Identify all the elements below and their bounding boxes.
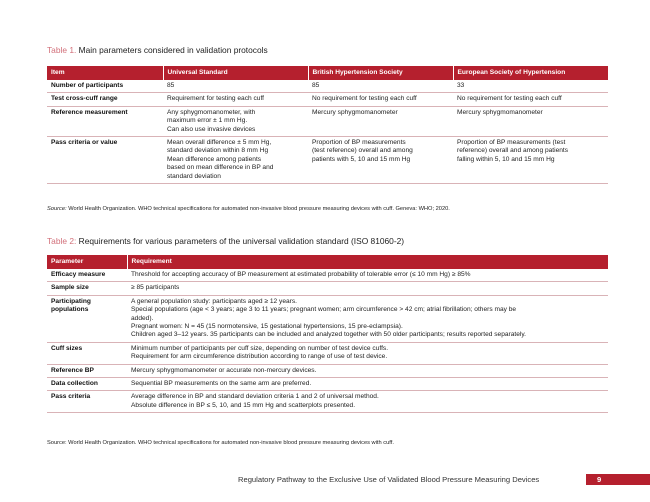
- table1-header-bhs: British Hypertension Society: [308, 66, 453, 80]
- table2-row: [47, 391, 608, 413]
- table1-row: [47, 137, 608, 184]
- table2-requirement-cell: [127, 282, 608, 295]
- cell-line: Mean overall difference ± 5 mm Hg,: [167, 139, 272, 147]
- table2-requirement-cell: [127, 295, 608, 342]
- cell-line: standard deviation within 8 mm Hg: [167, 147, 269, 155]
- table1-header-esh: European Society of Hypertension: [453, 66, 608, 80]
- cell-line: based on mean difference in BP and: [167, 164, 274, 172]
- table2-row: [47, 282, 608, 295]
- cell-line: 33: [457, 82, 465, 89]
- table1-cell: [163, 93, 308, 106]
- table1-source-label: Source:: [47, 206, 67, 212]
- footer-title: Regulatory Pathway to the Exclusive Use of Validated Blood Pressure Measuring Devices: [238, 475, 540, 484]
- table1-item-cell: Number of participants: [47, 80, 163, 93]
- cell-line: Any sphygmomanometer, with: [167, 108, 256, 116]
- cell-line: No requirement for testing each cuff: [312, 95, 417, 103]
- cell-line: Threshold for accepting accuracy of BP measurement at estimated probability of tolerable error (≤ 10 mm Hg) ≥ 85%: [131, 271, 471, 278]
- table2-header-row: [47, 255, 608, 269]
- cell-line: Special populations (age < 3 years; age 3 to 11 years; pregnant women; arm circumference > 42 cm; atrial fibrillation; others may be: [131, 306, 517, 314]
- cell-line: Pregnant women: N = 45 (15 normotensive, 15 gestational hypertensions, 15 pre-eclampsia).: [131, 323, 403, 331]
- table2-row: [47, 295, 608, 342]
- table2-parameter-cell: [47, 364, 127, 377]
- cell-line: Reference BP: [51, 366, 94, 374]
- table2-header-parameter: Parameter: [47, 255, 127, 269]
- table2-requirement-cell: [127, 364, 608, 377]
- table2-requirement-cell: [127, 269, 608, 282]
- table2-requirement-cell: [127, 391, 608, 413]
- table1-header-universal: Universal Standard: [163, 66, 308, 80]
- table2-parameter-cell: [47, 342, 127, 364]
- table2-row: [47, 269, 608, 282]
- table2-title: Requirements for various parameters of the universal validation standard (ISO 81060-2): [78, 236, 405, 246]
- table1-cell: [453, 93, 608, 106]
- cell-line: Requirement for arm circumference distribution according to range of use of test device.: [131, 353, 388, 361]
- cell-line: Mercury sphygmomanometer or accurate non-mercury devices.: [131, 366, 317, 374]
- cell-line: A general population study: participants aged ≥ 12 years.: [131, 297, 298, 305]
- cell-line: Children aged 3–12 years. 35 participants can be included and analyzed together with 50 older participants; results reported separately.: [131, 331, 527, 339]
- table2-parameter-cell: [47, 269, 127, 282]
- cell-line: 85: [167, 82, 175, 89]
- page-number-bar: [586, 474, 650, 485]
- table1-item-cell: Reference measurement: [47, 106, 163, 136]
- table1: [47, 66, 608, 184]
- cell-line: patients with 5, 10 and 15 mm Hg: [312, 155, 411, 163]
- table2-parameter-cell: [47, 295, 127, 342]
- table1-title: Main parameters considered in validation protocols: [78, 45, 268, 55]
- cell-line: falling within 5, 10 and 15 mm Hg: [457, 155, 555, 163]
- table1-cell: [308, 80, 453, 93]
- cell-line: Sample size: [51, 284, 89, 292]
- cell-line: reference) overall and among patients: [457, 147, 569, 155]
- cell-line: Participating: [51, 297, 91, 305]
- table1-cell: [308, 93, 453, 106]
- table2-row: [47, 364, 608, 377]
- table1-label: Table 1.: [47, 45, 77, 55]
- table2-header-requirement: Requirement: [127, 255, 608, 269]
- table1-cell: [453, 106, 608, 136]
- cell-line: ≥ 85 participants: [131, 284, 180, 292]
- cell-line: Sequential BP measurements on the same arm are preferred.: [131, 380, 312, 388]
- table2-requirement-cell: [127, 342, 608, 364]
- table1-source: [47, 206, 450, 212]
- cell-line: Pass criteria: [51, 393, 91, 401]
- table2-parameter-cell: [47, 378, 127, 391]
- cell-line: Minimum number of participants per cuff size, depending on number of test device cuffs.: [131, 344, 389, 352]
- table2: [47, 255, 608, 413]
- page-number: 9: [597, 475, 602, 484]
- table1-cell: [163, 106, 308, 136]
- cell-line: Mean difference among patients: [167, 155, 262, 163]
- table1-cell: [163, 137, 308, 184]
- table1-item-cell: Test cross-cuff range: [47, 93, 163, 106]
- table2-requirement-cell: [127, 378, 608, 391]
- cell-line: No requirement for testing each cuff: [457, 95, 562, 103]
- table1-row: [47, 106, 608, 136]
- cell-line: Proportion of BP measurements: [312, 139, 406, 147]
- cell-line: Proportion of BP measurements (test: [457, 139, 566, 147]
- cell-line: Mercury sphygmomanometer: [457, 108, 543, 116]
- cell-line: Absolute difference in BP ≤ 5, 10, and 15 mm Hg and scatterplots presented.: [131, 401, 356, 409]
- table2-caption: [47, 236, 404, 246]
- cell-line: populations: [51, 306, 89, 314]
- table1-cell: [453, 80, 608, 93]
- table2-parameter-cell: [47, 282, 127, 295]
- cell-line: Efficacy measure: [51, 271, 106, 278]
- cell-line: maximum error ± 1 mm Hg.: [167, 117, 248, 125]
- table1-cell: [308, 137, 453, 184]
- cell-line: Requirement for testing each cuff: [167, 95, 265, 103]
- table1-cell: [308, 106, 453, 136]
- table1-row: [47, 80, 608, 93]
- cell-line: Average difference in BP and standard deviation criteria 1 and 2 of universal method.: [131, 393, 379, 401]
- table1-cell: [453, 137, 608, 184]
- table1-row: [47, 93, 608, 106]
- cell-line: Cuff sizes: [51, 344, 83, 352]
- cell-line: 85: [312, 82, 320, 89]
- table1-caption: [47, 45, 268, 55]
- cell-line: added).: [131, 314, 154, 322]
- cell-line: Can also use invasive devices: [167, 125, 256, 133]
- table2-source: Source: World Health Organization. WHO technical specifications for automated non-invasive blood pressure measuring devices with cuff.: [47, 440, 394, 446]
- cell-line: Mercury sphygmomanometer: [312, 108, 398, 116]
- cell-line: standard deviation: [167, 172, 221, 180]
- table1-header-item: Item: [47, 66, 163, 80]
- table1-source-text: World Health Organization. WHO technical specifications for automated non-invasive blood pressure measuring devices with cuff. Geneva: WHO; 2020.: [66, 206, 450, 212]
- table2-parameter-cell: [47, 391, 127, 413]
- table2-row: [47, 342, 608, 364]
- table1-cell: [163, 80, 308, 93]
- cell-line: (test reference) overall and among: [312, 147, 413, 155]
- table1-header-row: [47, 66, 608, 80]
- table2-label: Table 2:: [47, 236, 77, 246]
- table1-item-cell: Pass criteria or value: [47, 137, 163, 184]
- cell-line: Data collection: [51, 380, 98, 388]
- table2-row: [47, 378, 608, 391]
